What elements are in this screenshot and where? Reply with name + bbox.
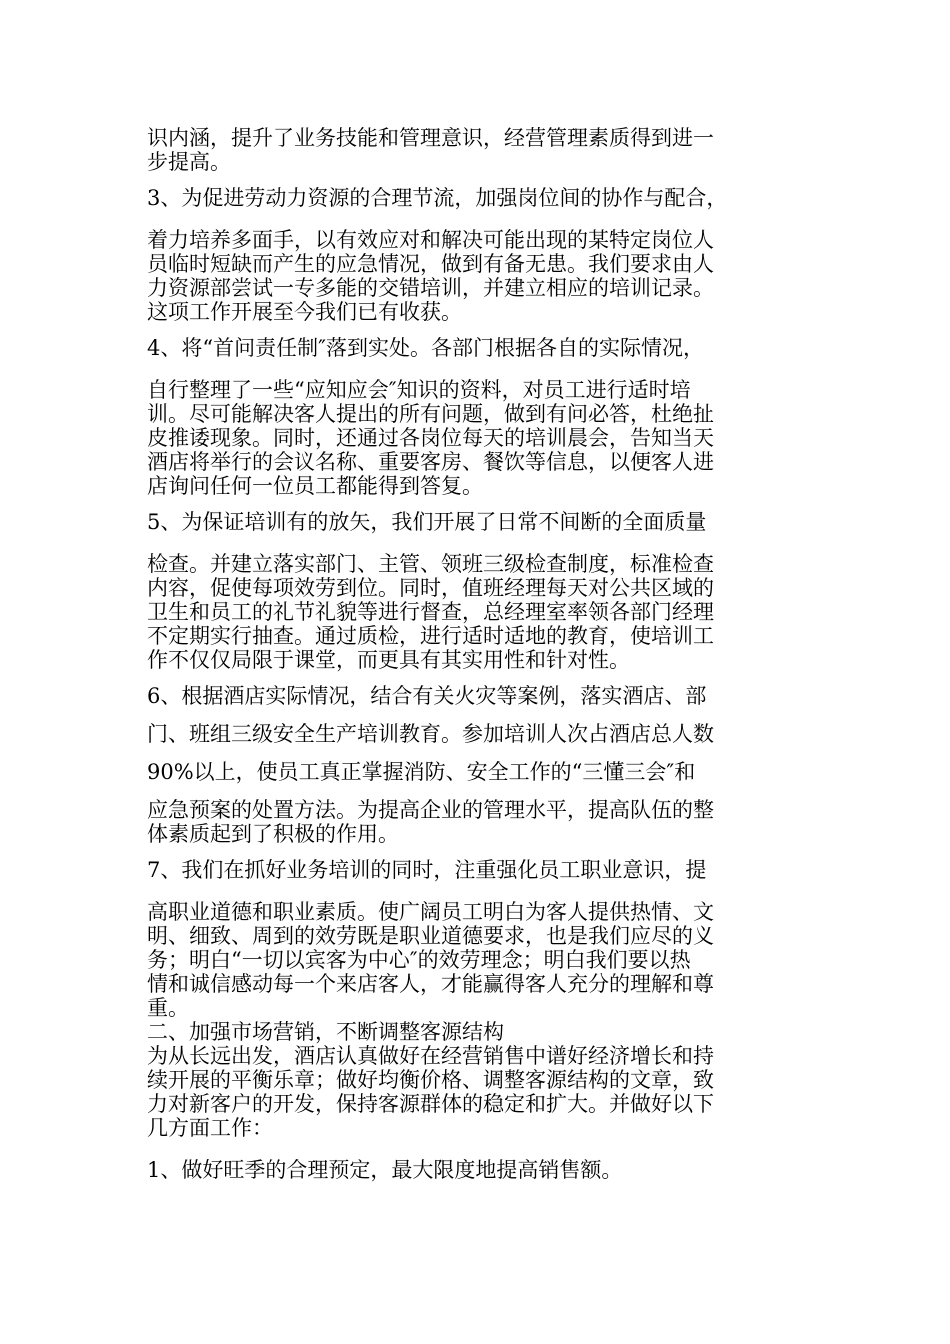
body-text-line: 90%以上，使员工真正掌握消防、安全工作的“三懂三会″和 xyxy=(147,760,696,784)
body-text-line: 重。 xyxy=(147,996,189,1020)
paragraph-6-first-line: 6、根据酒店实际情况，结合有关火灾等案例，落实酒店、部 xyxy=(147,684,707,708)
paragraph-7-first-line: 7、我们在抓好业务培训的同时，注重强化员工职业意识，提 xyxy=(147,858,707,882)
body-text-line: 训。尽可能解决客人提出的所有问题，做到有问必答，杜绝扯 xyxy=(147,402,714,426)
paragraph-4-first-line: 4、将“首问责任制″落到实处。各部门根据各自的实际情况， xyxy=(147,336,704,360)
body-text-line: 这项工作开展至今我们已有收获。 xyxy=(147,300,462,324)
body-text-line: 体素质起到了积极的作用。 xyxy=(147,822,399,846)
body-text-line: 门、班组三级安全生产培训教育。参加培训人次占酒店总人数 xyxy=(147,722,714,746)
section-heading: 二、加强市场营销，不断调整客源结构 xyxy=(147,1020,504,1044)
body-text-line: 员临时短缺而产生的应急情况，做到有备无患。我们要求由人 xyxy=(147,252,714,276)
body-text-line: 步提高。 xyxy=(147,150,231,174)
body-text-line: 续开展的平衡乐章；做好均衡价格、调整客源结构的文章，致 xyxy=(147,1068,714,1092)
body-text-line: 明、细致、周到的效劳既是职业道德要求，也是我们应尽的义 xyxy=(147,924,714,948)
body-text-line: 酒店将举行的会议名称、重要客房、餐饮等信息，以便客人进 xyxy=(147,450,714,474)
body-text-line: 皮推诿现象。同时，还通过各岗位每天的培训晨会，告知当天 xyxy=(147,426,714,450)
body-text-line: 力对新客户的开发，保持客源群体的稳定和扩大。并做好以下 xyxy=(147,1092,714,1116)
body-text-line: 高职业道德和职业素质。使广阔员工明白为客人提供热情、文 xyxy=(147,900,714,924)
body-text-line: 务；明白“一切以宾客为中心″的效劳理念；明白我们要以热 xyxy=(147,948,691,972)
body-text-line: 内容，促使每项效劳到位。同时，值班经理每天对公共区域的 xyxy=(147,576,714,600)
body-text-line: 力资源部尝试一专多能的交错培训，并建立相应的培训记录。 xyxy=(147,276,714,300)
body-text-line: 检查。并建立落实部门、主管、领班三级检查制度，标准检查 xyxy=(147,552,714,576)
body-text-line: 几方面工作： xyxy=(147,1116,273,1140)
body-text-line: 不定期实行抽查。通过质检，进行适时适地的教育，使培训工 xyxy=(147,624,714,648)
paragraph-3-first-line: 3、为促进劳动力资源的合理节流，加强岗位间的协作与配合， xyxy=(147,186,728,210)
body-text-line: 为从长远出发，酒店认真做好在经营销售中谱好经济增长和持 xyxy=(147,1044,714,1068)
body-text-line: 情和诚信感动每一个来店客人，才能赢得客人充分的理解和尊 xyxy=(147,972,714,996)
body-text-line: 作不仅仅局限于课堂，而更具有其实用性和针对性。 xyxy=(147,648,630,672)
paragraph-5-first-line: 5、为保证培训有的放矢，我们开展了日常不间断的全面质量 xyxy=(147,510,707,534)
body-text-line: 着力培养多面手，以有效应对和解决可能出现的某特定岗位人 xyxy=(147,228,714,252)
body-text-line: 识内涵，提升了业务技能和管理意识，经营管理素质得到进一 xyxy=(147,126,714,150)
list-item-text: 1、做好旺季的合理预定，最大限度地提高销售额。 xyxy=(147,1158,623,1182)
body-text-line: 卫生和员工的礼节礼貌等进行督查，总经理室率领各部门经理 xyxy=(147,600,714,624)
body-text-line: 应急预案的处置方法。为提高企业的管理水平，提高队伍的整 xyxy=(147,798,714,822)
body-text-line: 店询问任何一位员工都能得到答复。 xyxy=(147,474,483,498)
body-text-line: 自行整理了一些“应知应会″知识的资料，对员工进行适时培 xyxy=(147,378,691,402)
